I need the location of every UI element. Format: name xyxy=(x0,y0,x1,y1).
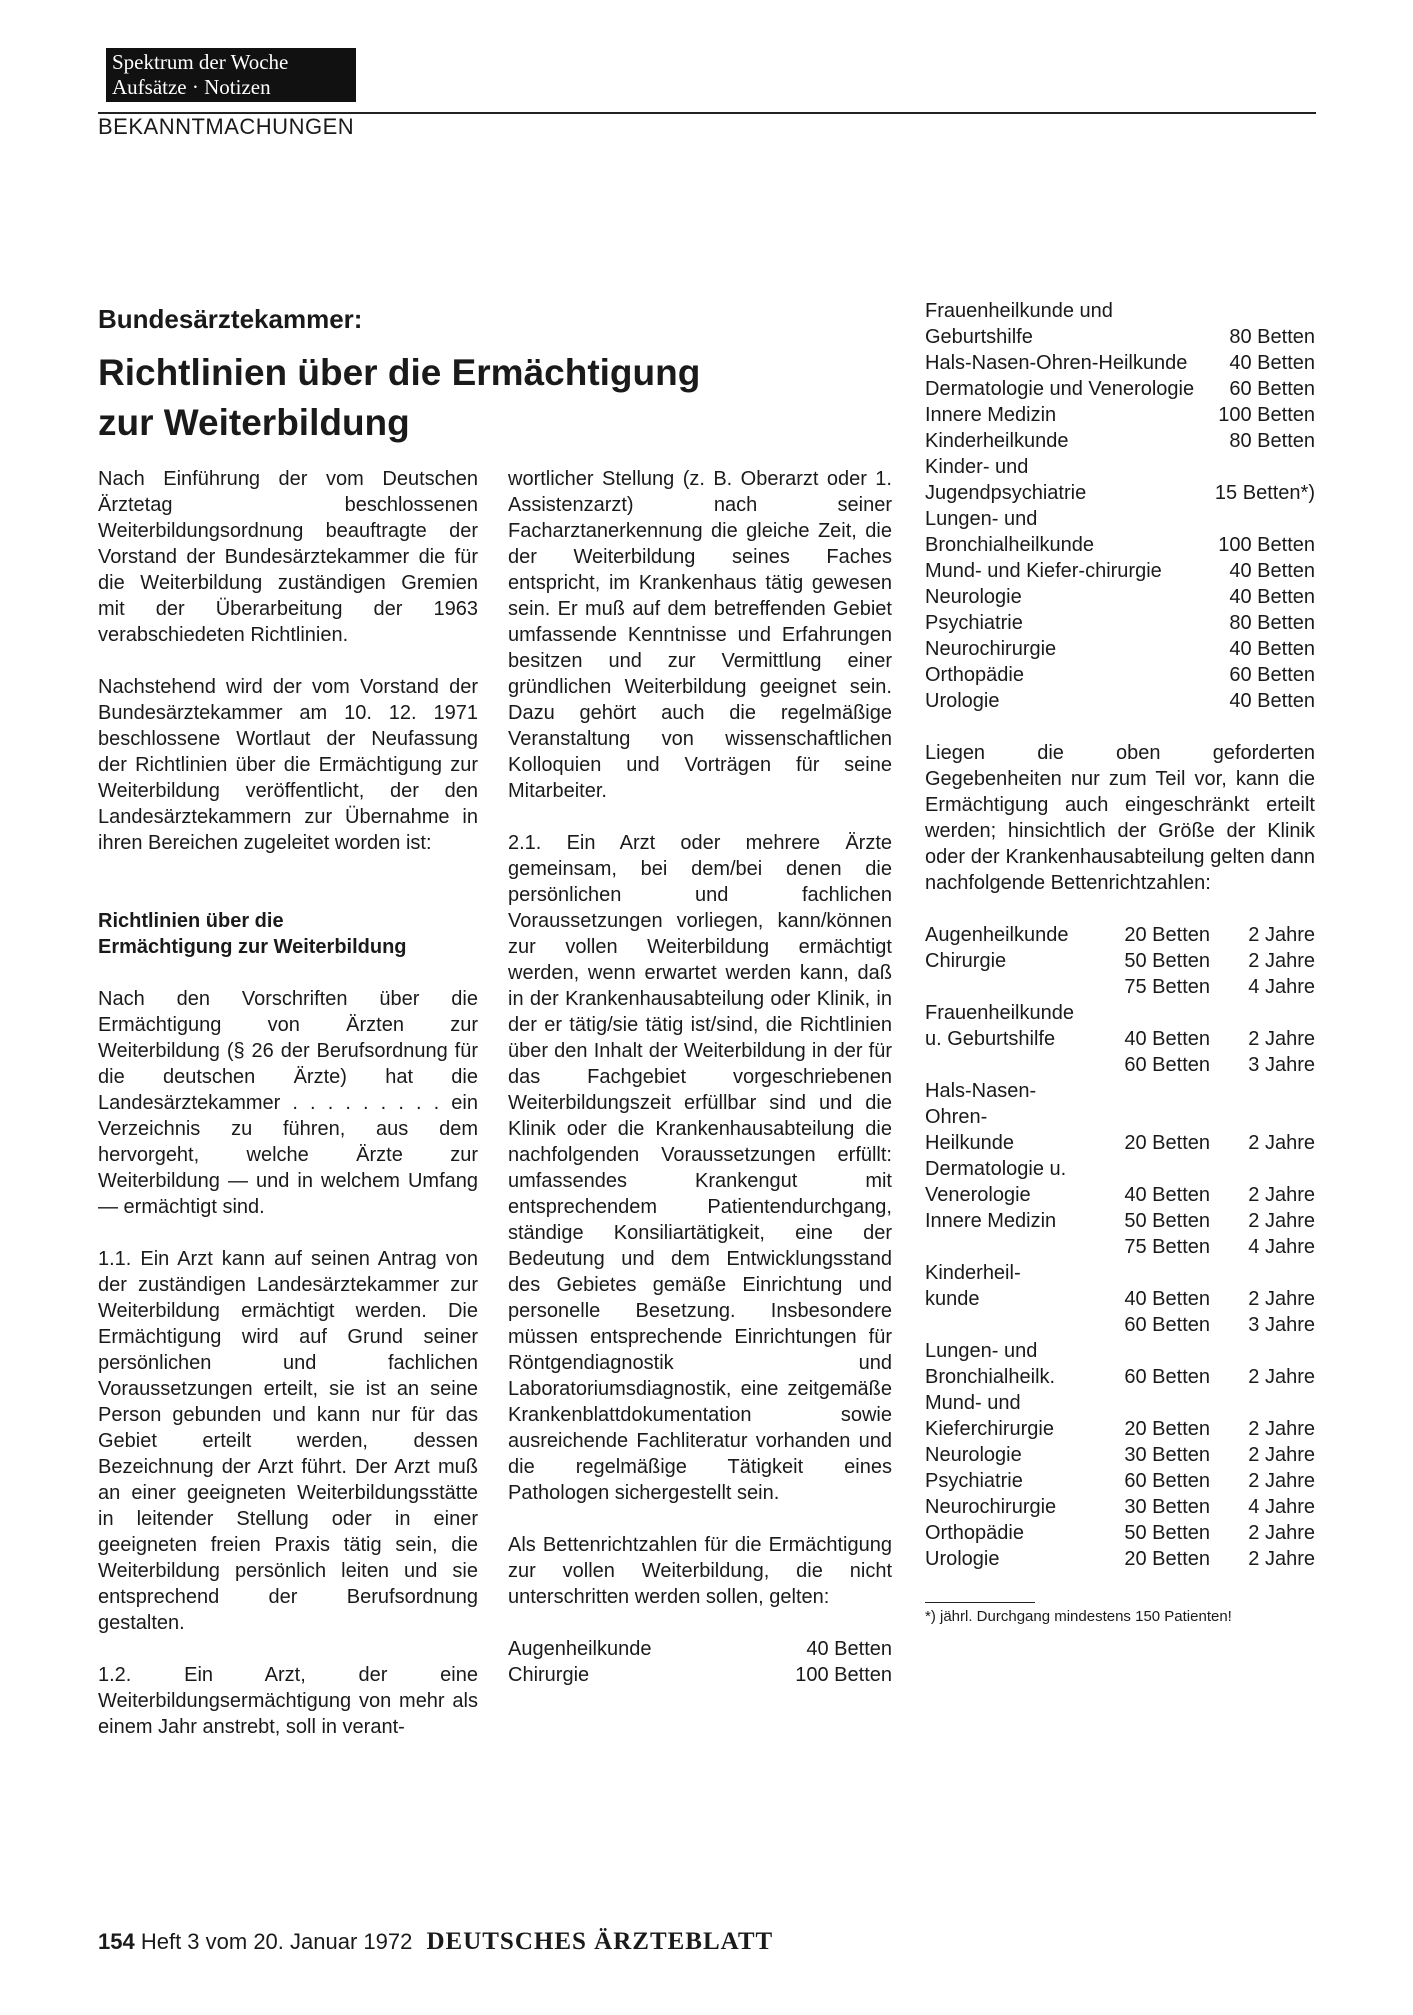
table-cell-specialty xyxy=(925,1312,1105,1338)
list-item-name: Hals-Nasen-Ohren-Heilkunde xyxy=(925,352,1188,374)
page-footer xyxy=(98,1928,773,1956)
list-item xyxy=(925,688,1315,714)
table-cell-specialty: Augenheilkunde xyxy=(925,924,1069,946)
list-item-value: 40 Betten xyxy=(1229,638,1315,660)
table-cell-specialty: Kieferchirurgie xyxy=(925,1418,1054,1440)
table-cell-duration: 2 Jahre xyxy=(1248,924,1315,946)
list-item-name: Kinder- und Jugendpsychiatrie xyxy=(925,456,1087,504)
column-2 xyxy=(508,466,892,1688)
list-item-value: 60 Betten xyxy=(1229,664,1315,686)
table-cell-duration xyxy=(1210,1000,1315,1026)
table-cell-specialty xyxy=(925,1234,1105,1260)
table-cell-specialty: u. Geburtshilfe xyxy=(925,1028,1056,1050)
subheading-line-1: Richtlinien über die xyxy=(98,910,284,932)
list-item xyxy=(925,506,1315,558)
table-cell-specialty xyxy=(925,974,1105,1000)
list-item-value: 40 Betten xyxy=(806,1638,892,1660)
paragraph: Nach den Vorschriften über die Ermächtigung von Ärzten zur Weiterbildung (§ 26 der Berufsordnung für die deutschen Ärzte) hat die Landesärztekammer . . . . . . . . . ein Verzeichnis zu führen, aus dem hervorgeht, welche Ärzte zur Weiterbildung — und in welchem Umfang — ermächtigt sind. xyxy=(98,988,478,1218)
table-cell-duration: 3 Jahre xyxy=(1248,1054,1315,1076)
table-row xyxy=(925,1338,1315,1364)
list-item xyxy=(925,428,1315,454)
table-cell-beds: 20 Betten xyxy=(1124,1418,1210,1440)
table-cell-duration xyxy=(1210,1338,1315,1364)
table-row xyxy=(925,1442,1315,1468)
paragraph: Als Bettenrichtzahlen für die Ermächtigung zur vollen Weiterbildung, die nicht unterschritten werden sollen, gelten: xyxy=(508,1534,892,1608)
table-cell-duration: 3 Jahre xyxy=(1248,1314,1315,1336)
list-item xyxy=(925,662,1315,688)
masthead-line-2: Aufsätze · Notizen xyxy=(112,75,271,99)
paragraph: 1.2. Ein Arzt, der eine Weiterbildungsermächtigung von mehr als einem Jahr anstrebt, soll in verant- xyxy=(98,1664,478,1738)
table-cell-beds: 20 Betten xyxy=(1124,1132,1210,1154)
list-item xyxy=(925,584,1315,610)
table-cell-specialty: Kinderheil- xyxy=(925,1262,1021,1284)
table-cell-duration: 4 Jahre xyxy=(1248,976,1315,998)
table-cell-specialty: Innere Medizin xyxy=(925,1210,1057,1232)
table-row xyxy=(925,1208,1315,1234)
table-cell-duration: 2 Jahre xyxy=(1248,950,1315,972)
list-item xyxy=(925,402,1315,428)
list-item-value: 40 Betten xyxy=(1229,560,1315,582)
list-item-value: 40 Betten xyxy=(1229,690,1315,712)
table-cell-beds: 50 Betten xyxy=(1124,1210,1210,1232)
table-cell-beds: 50 Betten xyxy=(1124,1522,1210,1544)
table-cell-duration xyxy=(1210,1390,1315,1416)
table-cell-beds: 60 Betten xyxy=(1124,1054,1210,1076)
table-cell-duration: 2 Jahre xyxy=(1248,1366,1315,1388)
bed-duration-table xyxy=(925,922,1315,1572)
table-cell-specialty: Heilkunde xyxy=(925,1132,1014,1154)
list-item-value: 80 Betten xyxy=(1229,430,1315,452)
subheading-line-2: Ermächtigung zur Weiterbildung xyxy=(98,936,407,958)
list-item xyxy=(925,350,1315,376)
table-row xyxy=(925,1260,1315,1286)
masthead-line-1: Spektrum der Woche xyxy=(112,50,289,74)
table-row xyxy=(925,1000,1315,1026)
list-item-value: 80 Betten xyxy=(1229,612,1315,634)
list-item-name: Chirurgie xyxy=(508,1664,590,1686)
list-item-name: Psychiatrie xyxy=(925,612,1023,634)
table-cell-specialty: Lungen- und xyxy=(925,1340,1038,1362)
table-row xyxy=(925,1468,1315,1494)
table-cell-duration: 2 Jahre xyxy=(1248,1444,1315,1466)
table-row xyxy=(925,1104,1315,1130)
list-item-name: Urologie xyxy=(925,690,1000,712)
list-item-name: Neurochirurgie xyxy=(925,638,1057,660)
table-cell-duration xyxy=(1210,1260,1315,1286)
table-row xyxy=(925,1546,1315,1572)
table-cell-duration: 2 Jahre xyxy=(1248,1470,1315,1492)
table-row xyxy=(925,1416,1315,1442)
table-cell-beds: 30 Betten xyxy=(1124,1444,1210,1466)
paragraph: Liegen die oben geforderten Gegebenheiten nur zum Teil vor, kann die Ermächtigung auch eingeschränkt erteilt werden; hinsichtlich der Größe der Klinik oder der Krankenhausabteilung gelten dann nachfolgende Bettenrichtzahlen: xyxy=(925,742,1315,894)
table-row xyxy=(925,1234,1315,1260)
list-item-name: Dermatologie und Venerologie xyxy=(925,378,1195,400)
table-cell-specialty: Neurochirurgie xyxy=(925,1496,1057,1518)
paragraph: Nachstehend wird der vom Vorstand der Bundesärztekammer am 10. 12. 1971 beschlossene Wortlaut der Neufassung der Richtlinien über die Ermächtigung zur Weiterbildung veröffentlicht, der den Landesärztekammern zur Übernahme in ihren Bereichen zugeleitet worden ist: xyxy=(98,676,478,854)
bed-list xyxy=(508,1636,892,1688)
table-cell-specialty: Orthopädie xyxy=(925,1522,1024,1544)
table-row xyxy=(925,1156,1315,1182)
table-cell-duration xyxy=(1210,1078,1315,1104)
table-cell-beds xyxy=(1105,1156,1210,1182)
table-cell-duration: 2 Jahre xyxy=(1248,1028,1315,1050)
table-cell-specialty: Mund- und xyxy=(925,1392,1021,1414)
table-cell-duration: 2 Jahre xyxy=(1248,1132,1315,1154)
table-row xyxy=(925,922,1315,948)
table-row xyxy=(925,1182,1315,1208)
masthead xyxy=(106,48,356,102)
table-cell-beds xyxy=(1105,1338,1210,1364)
bed-list-continued xyxy=(925,298,1315,714)
list-item-value: 15 Betten*) xyxy=(1214,482,1315,504)
table-cell-specialty xyxy=(925,1052,1105,1078)
table-row xyxy=(925,1364,1315,1390)
paragraph: 1.1. Ein Arzt kann auf seinen Antrag von der zuständigen Landesärztekammer zur Weiterbildung ermächtigt werden. Die Ermächtigung wird auf Grund seiner persönlichen und fachlichen Voraussetzungen erteilt, sie ist an seine Person gebunden und kann nur für das Gebiet erteilt werden, dessen Bezeichnung der Arzt führt. Der Arzt muß an einer geeigneten Weiterbildungsstätte in leitender Stellung oder in einer geeigneten freien Praxis tätig sein, die Weiterbildung persönlich leiten und sie entsprechend der Berufsordnung gestalten. xyxy=(98,1248,478,1634)
list-item xyxy=(925,636,1315,662)
table-row xyxy=(925,1286,1315,1312)
list-item-name: Augenheilkunde xyxy=(508,1638,652,1660)
list-item xyxy=(925,454,1315,506)
table-cell-beds: 20 Betten xyxy=(1124,924,1210,946)
article-title-line-1: Richtlinien über die Ermächtigung xyxy=(98,352,701,393)
table-cell-specialty: Bronchialheilk. xyxy=(925,1366,1056,1388)
table-cell-specialty: Psychiatrie xyxy=(925,1470,1023,1492)
table-cell-duration xyxy=(1210,1104,1315,1130)
table-cell-beds: 50 Betten xyxy=(1124,950,1210,972)
list-item-value: 100 Betten xyxy=(1218,404,1315,426)
table-cell-specialty: Chirurgie xyxy=(925,950,1007,972)
table-cell-specialty: Ohren- xyxy=(925,1106,988,1128)
table-cell-duration xyxy=(1210,1156,1315,1182)
table-row xyxy=(925,948,1315,974)
table-cell-beds xyxy=(1105,1000,1210,1026)
list-item-name: Mund- und Kiefer-chirurgie xyxy=(925,560,1162,582)
table-cell-beds: 75 Betten xyxy=(1124,976,1210,998)
article-kicker: Bundesärztekammer: xyxy=(98,304,363,334)
table-cell-specialty: Venerologie xyxy=(925,1184,1031,1206)
list-item-value: 40 Betten xyxy=(1229,586,1315,608)
list-item xyxy=(925,298,1315,350)
table-cell-beds xyxy=(1105,1260,1210,1286)
table-cell-beds: 30 Betten xyxy=(1124,1496,1210,1518)
table-cell-duration: 2 Jahre xyxy=(1248,1548,1315,1570)
journal-name: DEUTSCHES ÄRZTEBLATT xyxy=(426,1928,774,1955)
list-item xyxy=(508,1662,892,1688)
list-item xyxy=(925,376,1315,402)
table-cell-beds xyxy=(1105,1078,1210,1104)
table-cell-beds: 20 Betten xyxy=(1124,1548,1210,1570)
table-cell-duration: 4 Jahre xyxy=(1248,1496,1315,1518)
article-title-line-2: zur Weiterbildung xyxy=(98,402,410,443)
list-item-name: Kinderheilkunde xyxy=(925,430,1069,452)
table-row xyxy=(925,1520,1315,1546)
table-cell-specialty: Urologie xyxy=(925,1548,1000,1570)
paragraph: wortlicher Stellung (z. B. Oberarzt oder 1. Assistenzarzt) nach seiner Facharztanerkennung die gleiche Zeit, die der Weiterbildung seines Faches entspricht, im Krankenhaus tätig gewesen sein. Er muß auf dem betreffenden Gebiet umfassende Kenntnisse und Erfahrungen besitzen und zur Vermittlung einer gründlichen Weiterbildung geeignet sein. Dazu gehört auch die regelmäßige Veranstaltung von wissenschaftlichen Kolloquien und Vorträgen für seine Mitarbeiter. xyxy=(508,468,892,802)
table-cell-duration: 2 Jahre xyxy=(1248,1210,1315,1232)
list-item-name: Orthopädie xyxy=(925,664,1024,686)
list-item-value: 100 Betten xyxy=(795,1664,892,1686)
table-row xyxy=(925,1312,1315,1338)
table-cell-specialty: Hals-Nasen- xyxy=(925,1080,1037,1102)
list-item-name: Neurologie xyxy=(925,586,1022,608)
table-cell-beds: 40 Betten xyxy=(1124,1288,1210,1310)
table-cell-duration: 4 Jahre xyxy=(1248,1236,1315,1258)
list-item-value: 80 Betten xyxy=(1229,326,1315,348)
article-title xyxy=(98,348,778,448)
table-row xyxy=(925,1052,1315,1078)
list-item xyxy=(508,1636,892,1662)
list-item-name: Innere Medizin xyxy=(925,404,1057,426)
paragraph: 2.1. Ein Arzt oder mehrere Ärzte gemeinsam, bei dem/bei denen die persönlichen und fachlichen Voraussetzungen vorliegen, kann/können zur vollen Weiterbildung ermächtigt werden, wenn erwartet werden kann, daß in der Krankenhausabteilung oder Klinik, in der er tätig/sie tätig ist/sind, die Richtlinien über den Inhalt der Weiterbildung in der für das Fachgebiet vorgeschriebenen Weiterbildungszeit erfüllbar sind und die Klinik oder die Krankenhausabteilung die nachfolgenden Voraussetzungen erfüllt: umfassendes Krankengut mit entsprechendem Patientendurchgang, ständige Konsiliartätigkeit, eine der Bedeutung und dem Entwicklungsstand des Gebietes gemäße Einrichtung und personelle Besetzung. Insbesondere müssen entsprechende Einrichtungen für Röntgendiagnostik und Laboratoriumsdiagnostik, eine zeitgemäße Krankenblattdokumentation sowie ausreichende Fachliteratur vorhanden und die regelmäßige Tätigkeit eines Pathologen sichergestellt sein. xyxy=(508,832,892,1504)
list-item xyxy=(925,558,1315,584)
section-label: BEKANNTMACHUNGEN xyxy=(98,114,355,139)
table-cell-beds: 60 Betten xyxy=(1124,1314,1210,1336)
paragraph: Nach Einführung der vom Deutschen Ärztetag beschlossenen Weiterbildungsordnung beauftragte der Vorstand der Bundesärztekammer die für die Weiterbildung zuständigen Gremien mit der Überarbeitung der 1963 verabschiedeten Richtlinien. xyxy=(98,468,478,646)
page-number: 154 xyxy=(98,1929,135,1954)
subheading xyxy=(98,908,478,960)
table-cell-specialty: Frauenheilkunde xyxy=(925,1002,1074,1024)
table-row xyxy=(925,1078,1315,1104)
table-cell-specialty: Dermatologie u. xyxy=(925,1158,1067,1180)
table-cell-beds xyxy=(1105,1104,1210,1130)
table-cell-duration: 2 Jahre xyxy=(1248,1288,1315,1310)
table-cell-duration: 2 Jahre xyxy=(1248,1418,1315,1440)
table-cell-beds: 60 Betten xyxy=(1124,1470,1210,1492)
table-cell-beds: 60 Betten xyxy=(1124,1366,1210,1388)
list-item-value: 100 Betten xyxy=(1218,534,1315,556)
table-row xyxy=(925,1390,1315,1416)
table-cell-duration: 2 Jahre xyxy=(1248,1522,1315,1544)
list-item-value: 40 Betten xyxy=(1229,352,1315,374)
table-cell-specialty: Neurologie xyxy=(925,1444,1022,1466)
table-row xyxy=(925,1026,1315,1052)
list-item-name: Frauenheilkunde und Geburtshilfe xyxy=(925,300,1113,348)
table-row xyxy=(925,1130,1315,1156)
table-cell-beds: 40 Betten xyxy=(1124,1184,1210,1206)
table-cell-beds: 40 Betten xyxy=(1124,1028,1210,1050)
table-row xyxy=(925,974,1315,1000)
column-1 xyxy=(98,466,478,1740)
footnote-rule xyxy=(925,1602,1035,1603)
table-cell-specialty: kunde xyxy=(925,1288,980,1310)
table-cell-beds xyxy=(1105,1390,1210,1416)
list-item-name: Lungen- und Bronchialheilkunde xyxy=(925,508,1095,556)
table-cell-beds: 75 Betten xyxy=(1124,1236,1210,1258)
issue-info: Heft 3 vom 20. Januar 1972 xyxy=(140,1929,413,1954)
table-cell-duration: 2 Jahre xyxy=(1248,1184,1315,1206)
list-item-value: 60 Betten xyxy=(1229,378,1315,400)
footnote: *) jährl. Durchgang mindestens 150 Patienten! xyxy=(925,1608,1232,1625)
list-item xyxy=(925,610,1315,636)
table-row xyxy=(925,1494,1315,1520)
column-3 xyxy=(925,298,1315,1627)
